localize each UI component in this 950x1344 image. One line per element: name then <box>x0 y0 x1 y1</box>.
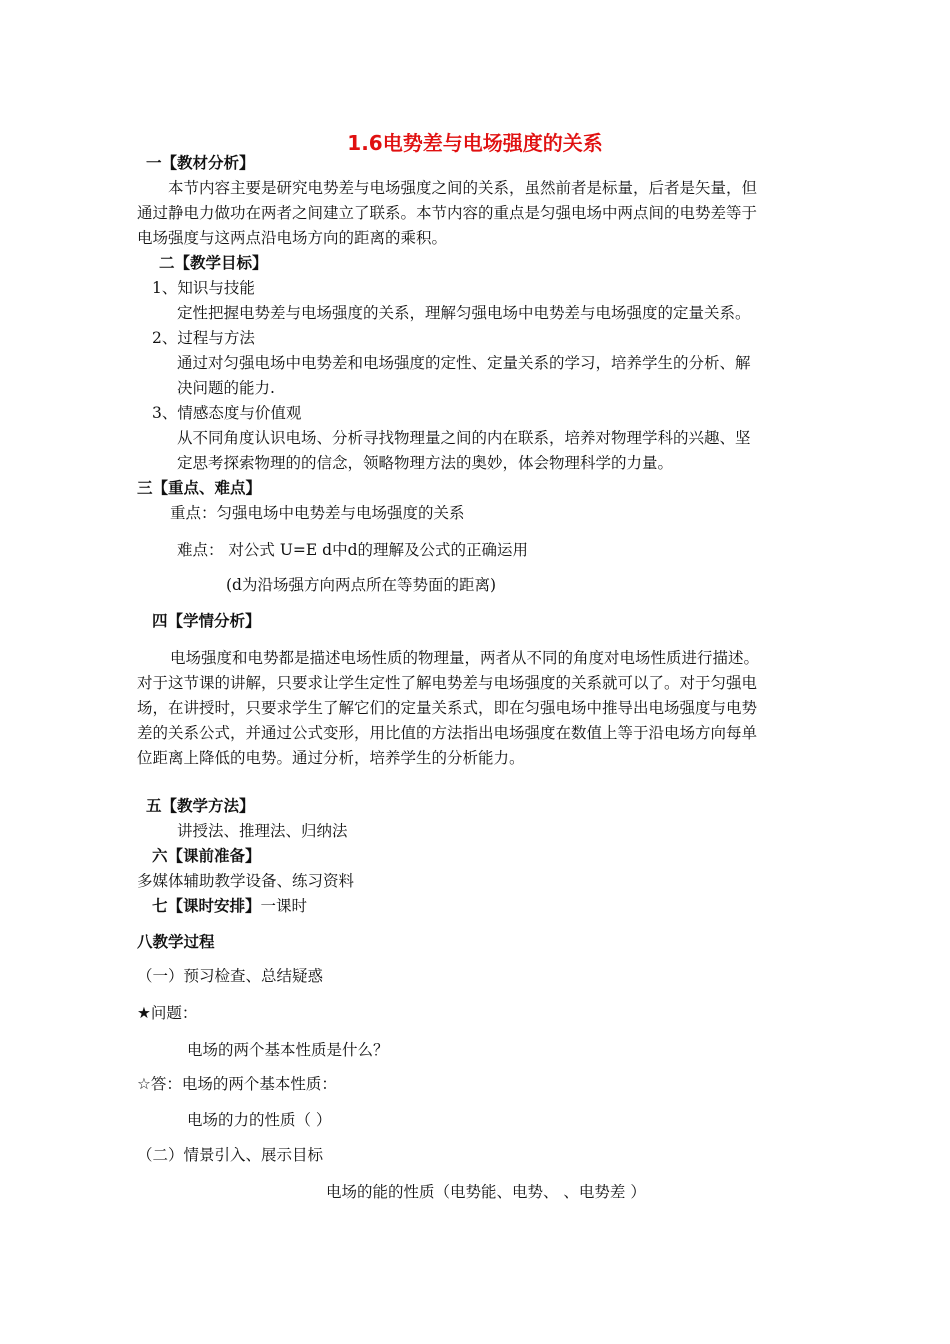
section-heading-teaching-goals: 二【教学目标】 <box>159 253 268 272</box>
section-heading-material-analysis: 一【教材分析】 <box>146 153 255 172</box>
section-heading-preparation: 六【课前准备】 <box>152 846 261 865</box>
section-heading-key-points: 三【重点、难点】 <box>137 478 262 497</box>
goal-item-text: 决问题的能力. <box>177 379 275 397</box>
difficulty-text: 难点： 对公式 U=E d中d的理解及公式的正确运用 <box>177 541 528 559</box>
paragraph-line: 通过静电力做功在两者之间建立了联系。本节内容的重点是匀强电场中两点间的电势差等于 <box>137 204 758 222</box>
section-text: 讲授法、推理法、归纳法 <box>177 822 348 840</box>
paragraph-line: 场，在讲授时，只要求学生了解它们的定量关系式，即在匀强电场中推导出电场强度与电势 <box>137 699 758 717</box>
paragraph-line: 本节内容主要是研究电势差与电场强度之间的关系，虽然前者是标量，后者是矢量，但 <box>168 179 758 197</box>
goal-item-title: 3、情感态度与价值观 <box>152 404 302 422</box>
paragraph-line: 电场强度和电势都是描述电场性质的物理量，两者从不同的角度对电场性质进行描述。 <box>170 649 760 667</box>
paragraph-line: 位距离上降低的电势。通过分析，培养学生的分析能力。 <box>137 749 525 767</box>
answer-text: 电场的力的性质（ ） <box>187 1111 332 1129</box>
section-heading-schedule: 七【课时安排】 <box>152 896 261 915</box>
goal-item-text: 通过对匀强电场中电势差和电场强度的定性、定量关系的学习，培养学生的分析、解 <box>177 354 751 372</box>
section-heading-schedule-line <box>152 896 307 916</box>
question-label: ★问题： <box>137 1004 198 1022</box>
paragraph-line: 对于这节课的讲解，只要求让学生定性了解电势差与电场强度的关系就可以了。对于匀强电 <box>137 674 758 692</box>
document-title: 1.6电势差与电场强度的关系 <box>347 131 603 155</box>
difficulty-note: (d为沿场强方向两点所在等势面的距离) <box>226 576 497 594</box>
goal-item-text: 从不同角度认识电场、分析寻找物理量之间的内在联系，培养对物理学科的兴趣、坚 <box>177 429 751 447</box>
goal-item-text: 定思考探索物理的的信念，领略物理方法的奥妙，体会物理科学的力量。 <box>177 454 674 472</box>
goal-item-title: 1、知识与技能 <box>152 279 255 297</box>
answer-label: ☆答：电场的两个基本性质： <box>137 1075 337 1093</box>
goal-item-text: 定性把握电势差与电场强度的关系，理解匀强电场中电势差与电场强度的定量关系。 <box>177 304 751 322</box>
process-part-title: （二）情景引入、展示目标 <box>137 1146 324 1164</box>
section-heading-teaching-process: 八教学过程 <box>137 932 215 951</box>
paragraph-line: 差的关系公式，并通过公式变形，用比值的方法指出电场强度在数值上等于沿电场方向每单 <box>137 724 758 742</box>
question-text: 电场的两个基本性质是什么？ <box>187 1041 389 1059</box>
answer-text: 电场的能的性质（电势能、电势、 、电势差 ） <box>326 1183 646 1201</box>
paragraph-line: 电场强度与这两点沿电场方向的距离的乘积。 <box>137 229 448 247</box>
section-heading-student-analysis: 四【学情分析】 <box>152 611 261 630</box>
goal-item-title: 2、过程与方法 <box>152 329 255 347</box>
section-text: 多媒体辅助教学设备、练习资料 <box>137 872 355 890</box>
key-point-text: 重点：匀强电场中电势差与电场强度的关系 <box>170 504 465 522</box>
section-heading-teaching-methods: 五【教学方法】 <box>146 796 255 815</box>
process-part-title: （一）预习检查、总结疑惑 <box>137 967 324 985</box>
section-text: 一课时 <box>260 897 308 915</box>
